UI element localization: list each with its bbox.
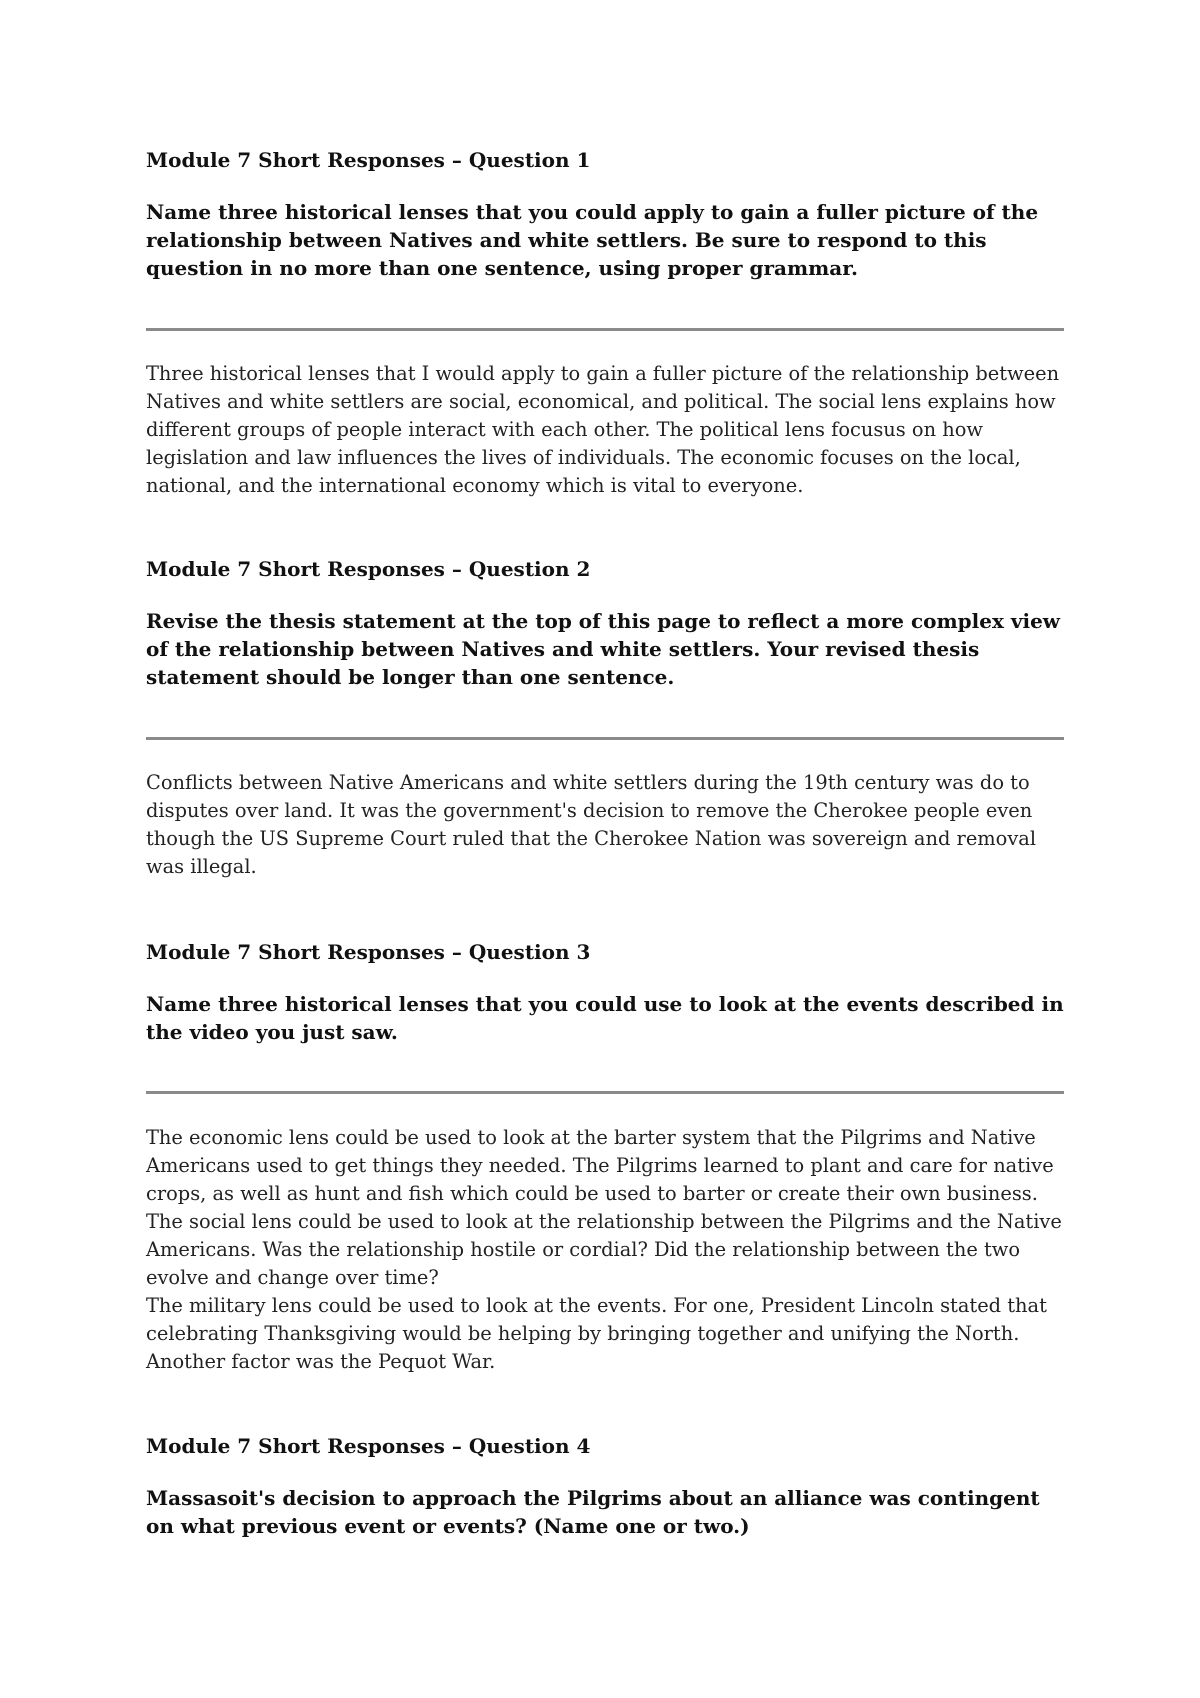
question-2-section <box>146 555 1066 885</box>
question-3-divider <box>146 1091 1064 1094</box>
question-1-heading: Module 7 Short Responses – Question 1 <box>146 148 591 172</box>
question-4-heading: Module 7 Short Responses – Question 4 <box>146 1434 591 1458</box>
question-1-section <box>146 146 1066 516</box>
question-2-heading: Module 7 Short Responses – Question 2 <box>146 557 591 581</box>
question-3-answer[interactable] <box>146 1124 1066 1376</box>
question-2-divider <box>146 737 1064 740</box>
question-3-answer-paragraph-1: The economic lens could be used to look at the barter system that the Pilgrims and Native Americans used to get things they needed. The Pilgrims learned to plant and care for native crops, as well as hunt and fish which could be used to barter or create their own business. <box>146 1126 1054 1205</box>
question-1-answer-paragraph-1: Three historical lenses that I would apply to gain a fuller picture of the relationship between Natives and white settlers are social, economical, and political. The social lens explains how different groups of people interact with each other. The political lens focusus on how legislation and law influences the lives of individuals. The economic focuses on the local, national, and the international economy which is vital to everyone. <box>146 362 1060 497</box>
question-3-answer-paragraph-2: The social lens could be used to look at the relationship between the Pilgrims and the Native Americans. Was the relationship hostile or cordial? Did the relationship between the two evolve and change over time? <box>146 1210 1062 1289</box>
question-2-answer[interactable] <box>146 769 1066 881</box>
question-3-prompt: Name three historical lenses that you could use to look at the events described in the video you just saw. <box>146 992 1064 1044</box>
question-4-section <box>146 1432 1066 1552</box>
question-1-divider <box>146 328 1064 331</box>
question-3-heading: Module 7 Short Responses – Question 3 <box>146 940 591 964</box>
question-1-answer[interactable] <box>146 360 1066 500</box>
question-3-section <box>146 938 1066 1378</box>
question-4-prompt: Massasoit's decision to approach the Pilgrims about an alliance was contingent on what previous event or events? (Name one or two.) <box>146 1486 1040 1538</box>
question-2-prompt: Revise the thesis statement at the top of this page to reflect a more complex view of the relationship between Natives and white settlers. Your revised thesis statement should be longer than one sentence. <box>146 609 1061 689</box>
question-1-prompt: Name three historical lenses that you could apply to gain a fuller picture of the relationship between Natives and white settlers. Be sure to respond to this question in no more than one sentence, using proper grammar. <box>146 200 1039 280</box>
question-3-answer-paragraph-3: The military lens could be used to look at the events. For one, President Lincoln stated that celebrating Thanksgiving would be helping by bringing together and unifying the North. Another factor was the Pequot War. <box>146 1294 1047 1373</box>
question-2-answer-paragraph-1: Conflicts between Native Americans and white settlers during the 19th century was do to disputes over land. It was the government's decision to remove the Cherokee people even though the US Supreme Court ruled that the Cherokee Nation was sovereign and removal was illegal. <box>146 771 1037 878</box>
